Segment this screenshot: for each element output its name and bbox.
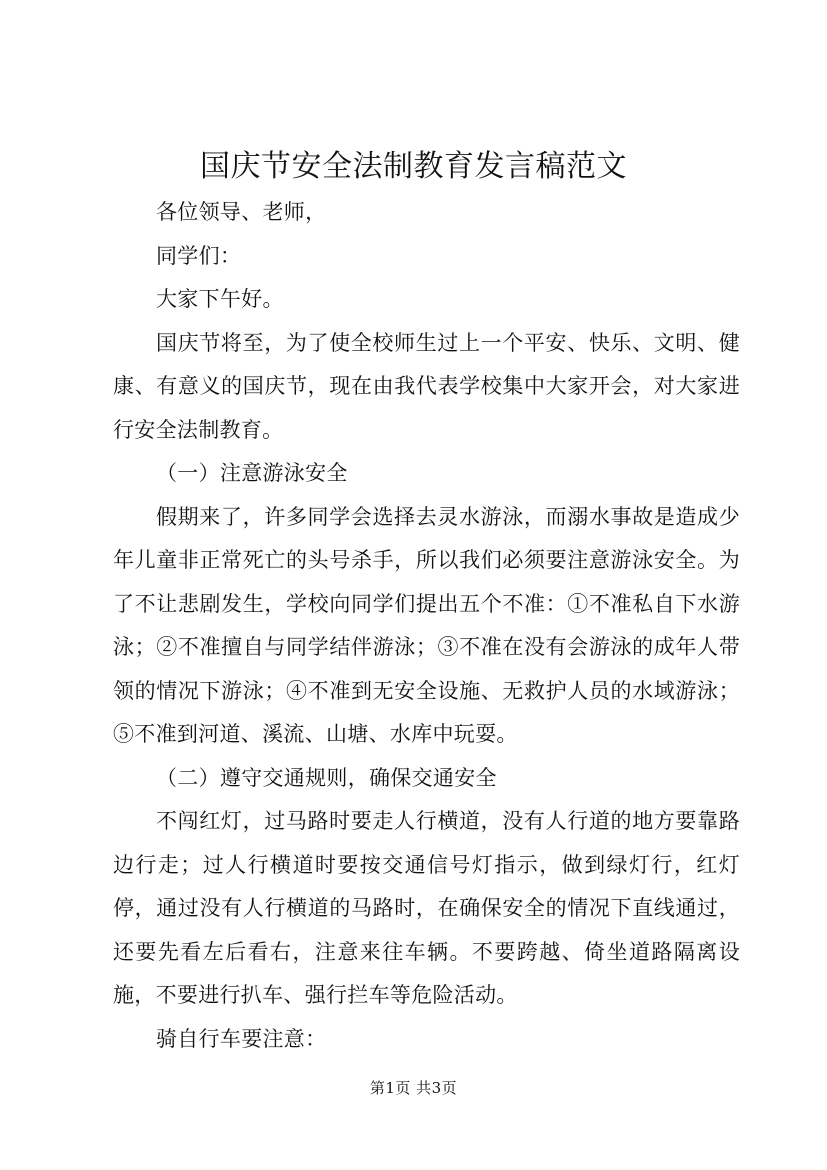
document-body xyxy=(113,191,740,1061)
section-heading-swimming: （一）注意游泳安全 xyxy=(156,461,348,485)
paragraph-bicycle: 骑自行车要注意： xyxy=(156,1026,327,1051)
paragraph-salutation-2: 同学们： xyxy=(156,243,242,268)
document-title: 国庆节安全法制教育发言稿范文 xyxy=(200,149,627,184)
paragraph-traffic: 不闯红灯，过马路时要走人行横道，没有人行道的地方要靠路边行走；过人行横道时要按交通信号灯指示，做到绿灯行，红灯停，通过没有人行横道的马路时，在确保安全的情况下直线通过，还要先看左后看右，注意来往车辆。不要跨越、倚坐道路隔离设施，不要进行扒车、强行拦车等危险活动。 xyxy=(113,809,740,1007)
paragraph-swimming: 假期来了，许多同学会选择去灵水游泳，而溺水事故是造成少年儿童非正常死亡的头号杀手，所以我们必须要注意游泳安全。为了不让悲剧发生，学校向同学们提出五个不准：①不准私自下水游泳；②不准擅自与同学结伴游泳；③不准在没有会游泳的成年人带领的情况下游泳；④不准到无安全设施、无救护人员的水域游泳；⑤不准到河道、溪流、山塘、水库中玩耍。 xyxy=(113,504,740,746)
page-number-footer: 第1页 共3页 xyxy=(369,1079,458,1097)
section-heading-traffic: （二）遵守交通规则，确保交通安全 xyxy=(156,765,497,790)
paragraph-salutation-1: 各位领导、老师， xyxy=(156,200,327,224)
paragraph-intro: 国庆节将至，为了使全校师生过上一个平安、快乐、文明、健康、有意义的国庆节，现在由我代表学校集中大家开会，对大家进行安全法制教育。 xyxy=(113,330,740,442)
paragraph-greeting: 大家下午好。 xyxy=(156,287,284,311)
